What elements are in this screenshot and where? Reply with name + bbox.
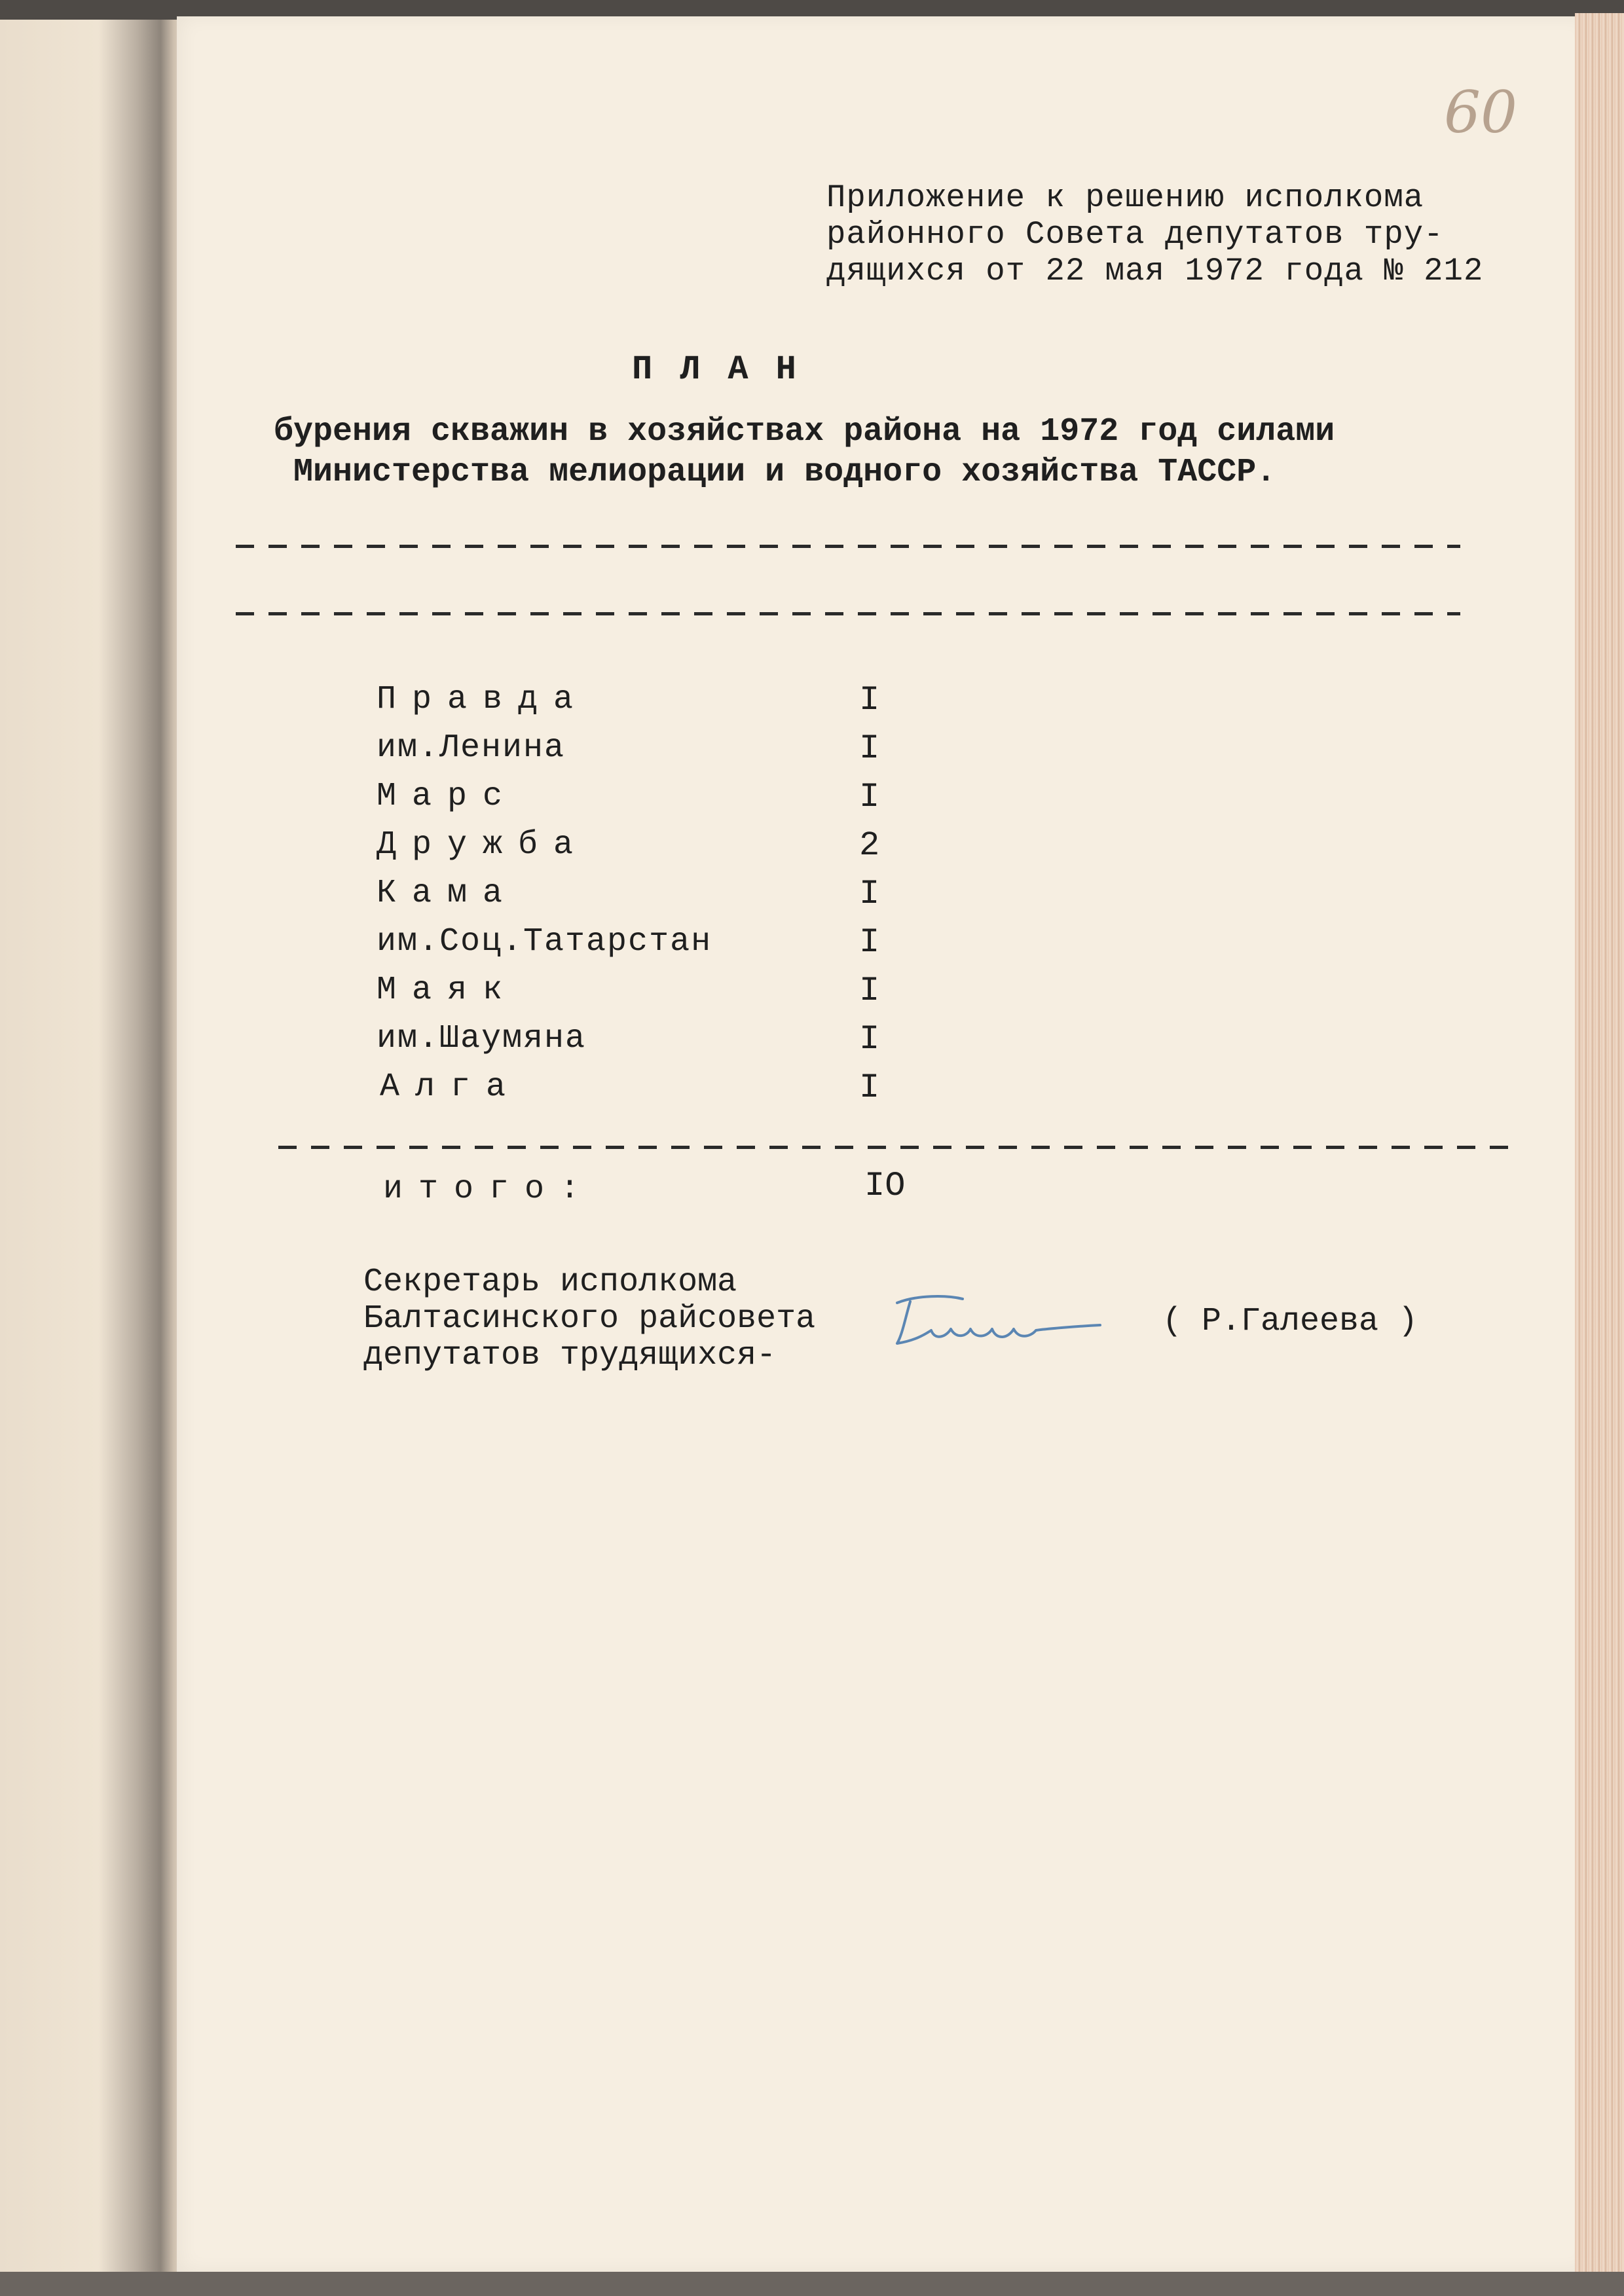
total-label: итого: (383, 1171, 596, 1208)
well-count: I (859, 972, 880, 1010)
farm-name: им.Шаумяна (377, 1020, 587, 1057)
page-edges (1575, 13, 1624, 2285)
farm-name: им.Ленина (377, 729, 566, 767)
signatory-line-1: Секретарь исполкома (363, 1264, 737, 1301)
signatory-line-3: депутатов трудящихся- (363, 1337, 777, 1374)
well-count: I (859, 1068, 880, 1107)
document-title: ПЛАН (632, 350, 824, 389)
subtitle-line-1: бурения скважин в хозяйствах района на 1972 год силами (274, 413, 1335, 450)
well-count: I (859, 875, 880, 913)
binding-strip (0, 20, 183, 2278)
well-count: I (859, 923, 880, 962)
scanner-background (0, 2272, 1624, 2296)
header-line-1: Приложение к решению исполкома (826, 179, 1424, 216)
well-count: 2 (859, 826, 880, 865)
handwritten-signature (884, 1283, 1120, 1355)
signatory-line-2: Балтасинского райсовета (363, 1300, 816, 1338)
page-number: 60 (1444, 79, 1517, 146)
well-count: I (859, 729, 880, 768)
farm-name: Алга (380, 1068, 522, 1106)
header-line-2: районного Совета депутатов тру- (826, 216, 1444, 253)
subtitle-line-2: Министерства мелиорации и водного хозяйства ТАССР. (293, 454, 1276, 491)
farm-name: Марс (377, 778, 519, 815)
well-count: I (859, 778, 880, 816)
table-rule-top-1 (236, 545, 1460, 548)
farm-name: Правда (377, 681, 589, 718)
farm-name: Кама (377, 875, 519, 912)
table-rule-top-2 (236, 612, 1460, 615)
table-rule-bottom (278, 1146, 1509, 1149)
well-count: I (859, 1020, 880, 1059)
farm-name: Маяк (377, 972, 519, 1009)
well-count: I (859, 681, 880, 720)
document-page (177, 16, 1585, 2272)
total-value: IO (864, 1167, 906, 1205)
farm-name: Дружба (377, 826, 589, 864)
header-line-3: дящихся от 22 мая 1972 года № 212 (826, 253, 1484, 289)
signatory-name: ( Р.Галеева ) (1162, 1303, 1418, 1340)
farm-name: им.Соц.Татарстан (377, 923, 712, 960)
